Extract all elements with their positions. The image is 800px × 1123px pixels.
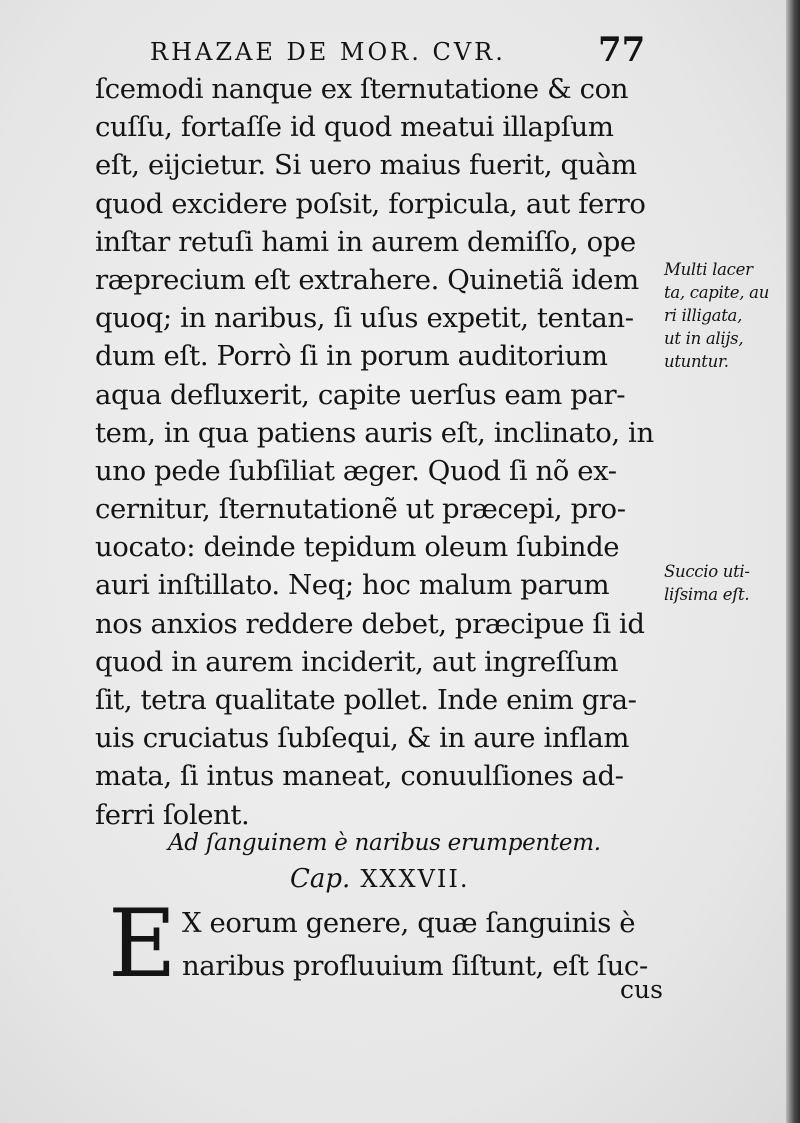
text-line: quod excidere poſsit, forpicula, aut ferro — [95, 187, 646, 220]
catchword: cus — [620, 975, 663, 1004]
margin-note-line: utuntur. — [664, 352, 729, 371]
text-line: uocato: deinde tepidum oleum ſubinde — [95, 531, 620, 564]
text-line: eſt, eijcietur. Si uero maius fuerit, quàm — [95, 149, 637, 182]
text-line: ræprecium eſt extrahere. Quinetiã idem — [95, 263, 639, 296]
margin-note-line: liſsima eſt. — [664, 585, 750, 604]
chapter-text-block — [182, 902, 648, 988]
chapter-label: Cap. — [290, 864, 351, 894]
text-line: cuſſu, fortaſſe id quod meatui illapſum — [95, 111, 614, 144]
chapter-numeral: XXXVII. — [360, 865, 470, 893]
running-head: RHAZAE DE MOR. CVR. — [150, 38, 506, 66]
text-line: ſit, tetra qualitate pollet. Inde enim gra- — [95, 684, 637, 716]
text-line: uno pede ſubſiliat æger. Quod ſi nõ ex- — [95, 454, 617, 487]
text-line: inſtar retuſi hami in aurem demiſſo, ope — [95, 225, 636, 258]
text-line: cernitur, ſternutationẽ ut præcepi, pro- — [95, 493, 626, 526]
binding-edge — [786, 0, 800, 1123]
text-line: X eorum genere, quæ ſanguinis è — [182, 907, 636, 939]
text-line: mata, ſi intus maneat, conuulſiones ad- — [95, 760, 624, 793]
text-line: quod in aurem inciderit, aut ingreſſum — [95, 645, 619, 678]
page-number: 77 — [598, 30, 646, 70]
margin-note-line: ri illigata, — [664, 306, 743, 325]
text-line: aqua defluxerit, capite uerſus eam par- — [95, 378, 626, 411]
drop-cap-initial: E — [108, 890, 177, 999]
margin-note-line: Multi lacer — [664, 260, 753, 279]
text-line: uis cruciatus ſubſequi, & in aure inflam — [95, 722, 630, 755]
chapter-number — [290, 864, 470, 894]
text-line: quoq; in naribus, ſi uſus expetit, tentan- — [95, 302, 634, 335]
text-line: naribus profluuium ſiſtunt, eſt ſuc- — [182, 950, 648, 982]
text-line: dum eſt. Porrò ſi in porum auditorium — [95, 340, 608, 373]
text-line: ſcemodi nanque ex ſternutatione & con — [95, 73, 629, 105]
margin-note — [664, 258, 789, 373]
margin-note-line: ta, capite, au — [664, 283, 770, 302]
text-line: nos anxios reddere debet, præcipue ſi id — [95, 607, 645, 640]
text-line: ferri ſolent. — [95, 798, 250, 831]
chapter-heading: Ad ſanguinem è naribus erumpentem. — [168, 830, 601, 856]
margin-note-line: ut in alijs, — [664, 329, 744, 348]
margin-note-line: Succio uti- — [664, 562, 750, 581]
text-line: auri inſtillato. Neq; hoc malum parum — [95, 569, 610, 602]
main-text-block — [95, 70, 665, 834]
text-line: tem, in qua patiens auris eſt, inclinato, in — [95, 416, 654, 449]
margin-note — [664, 560, 789, 606]
